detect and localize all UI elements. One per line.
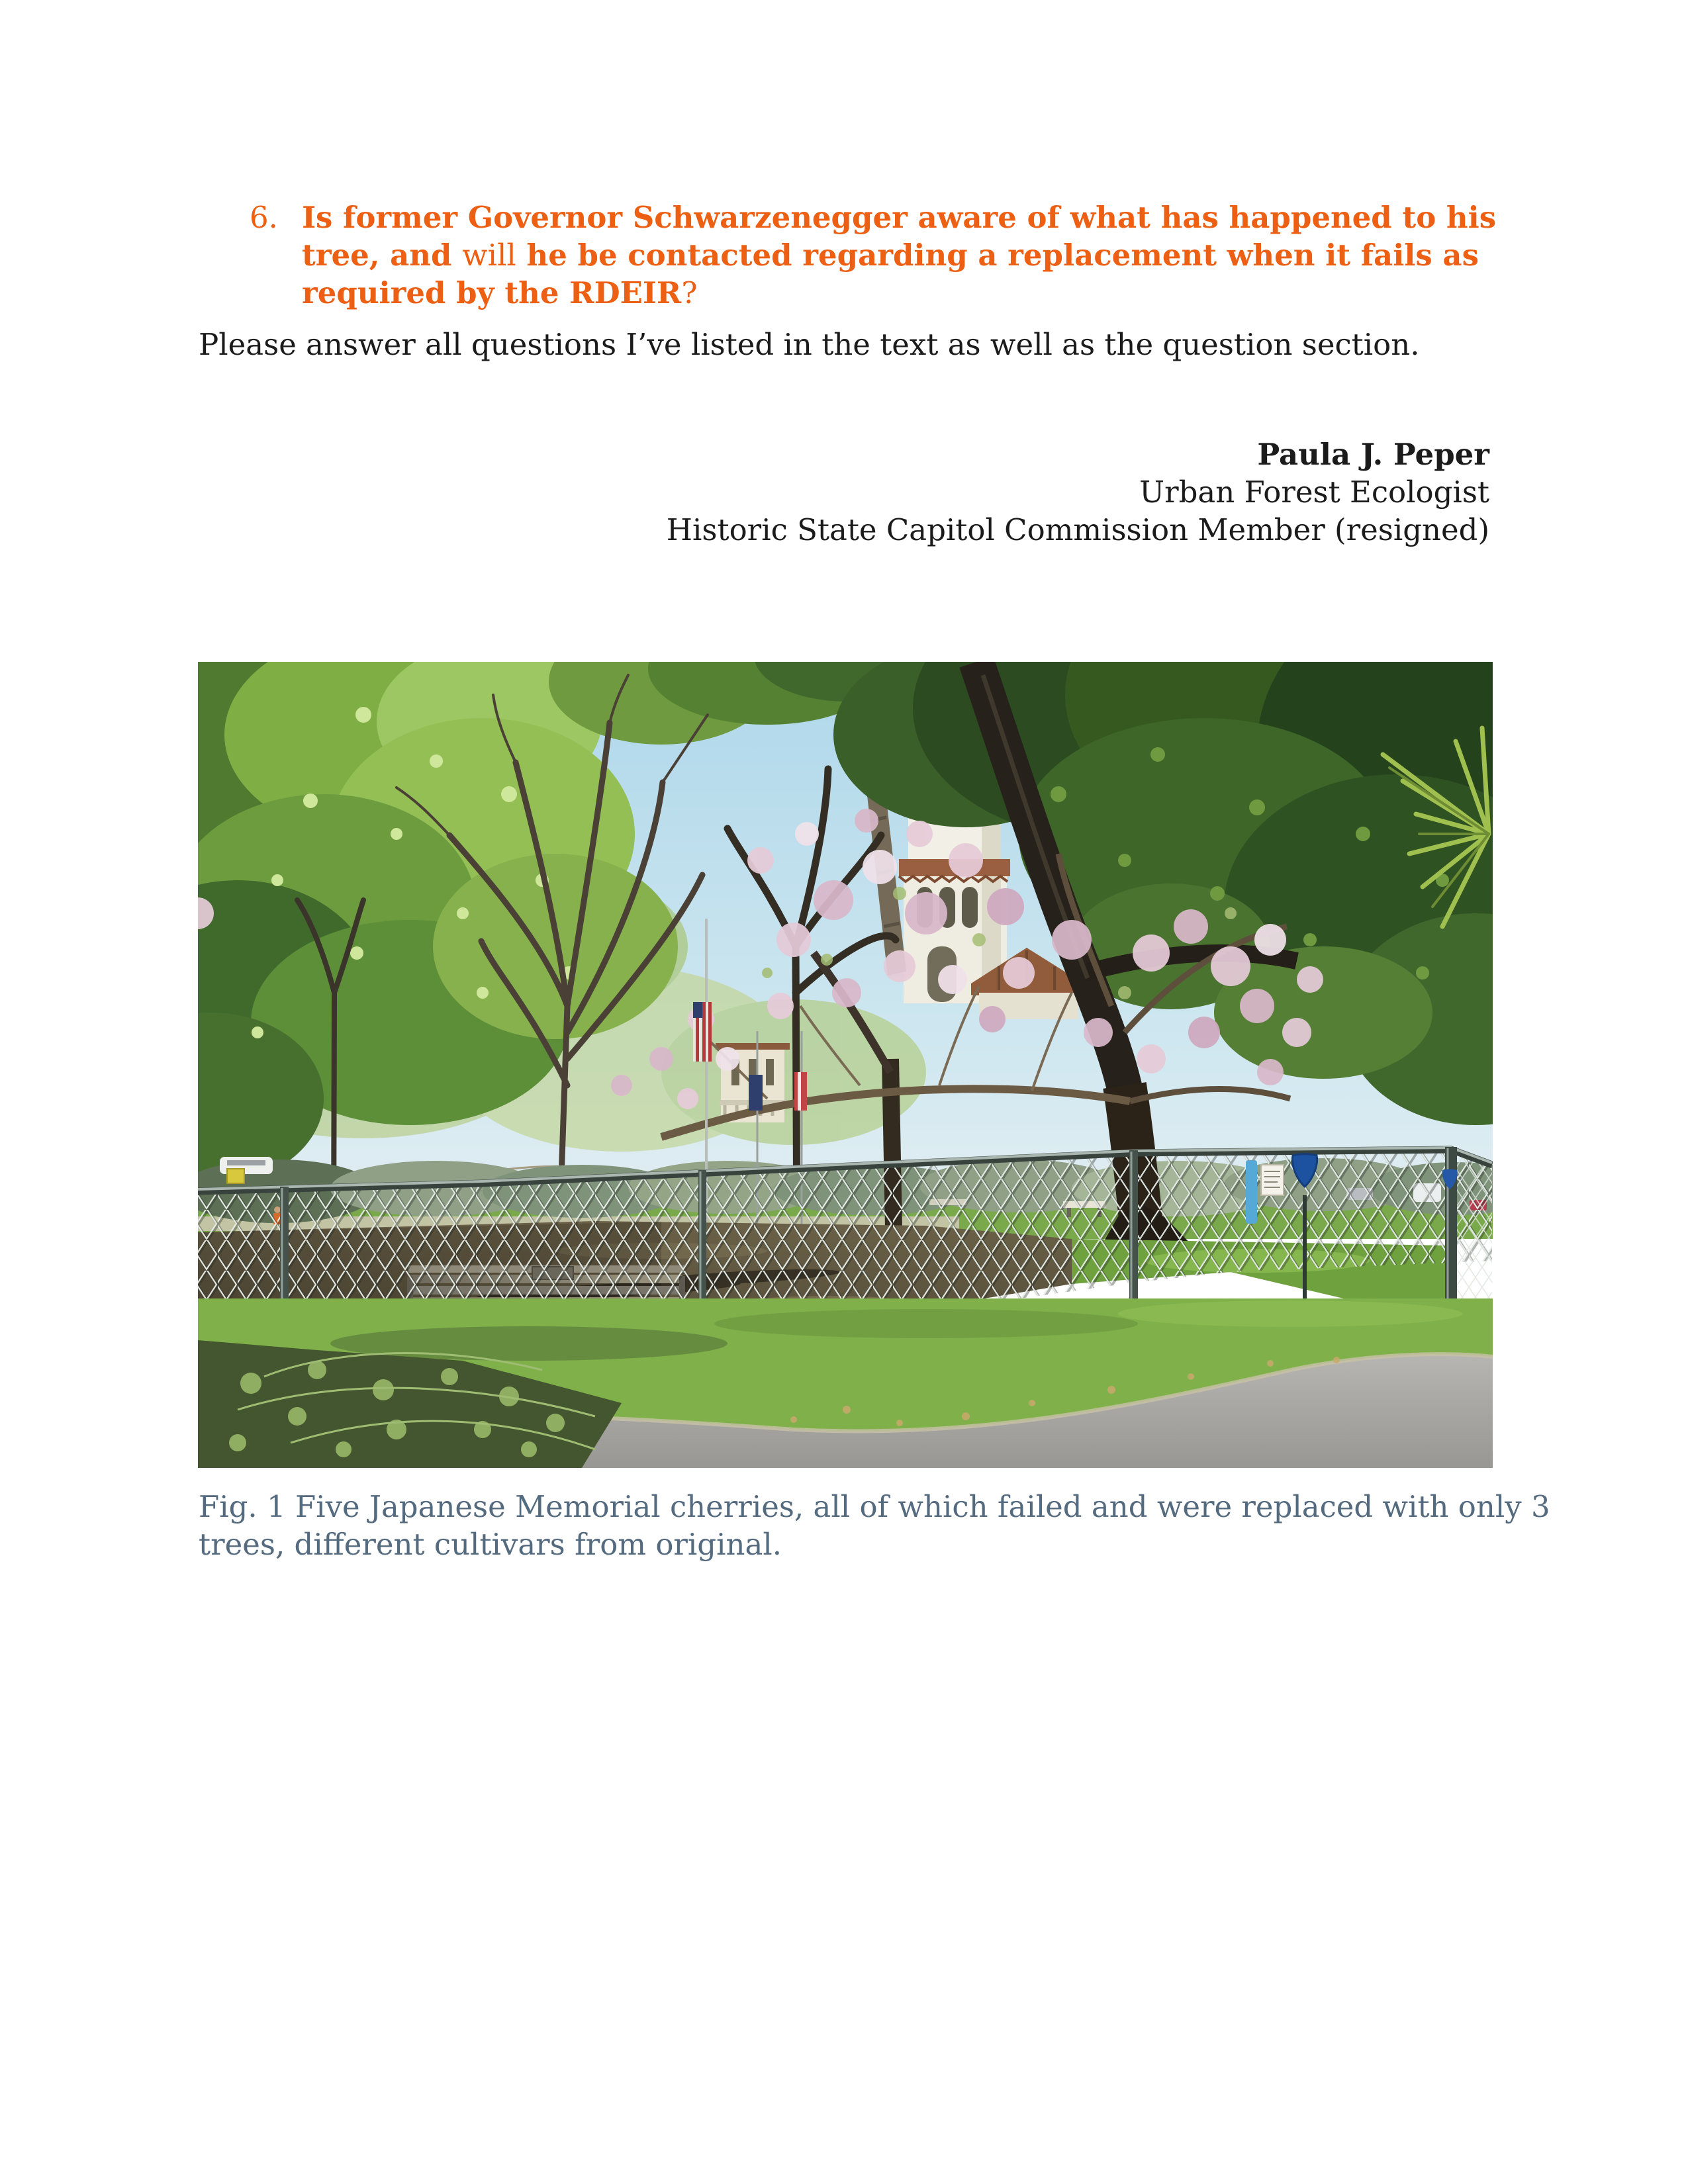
foreground — [198, 1298, 1493, 1468]
cyan-strip — [1246, 1160, 1257, 1224]
signature-affiliation: Historic State Capitol Commission Member (resigned) — [666, 512, 1489, 547]
fence-notice-sign — [1261, 1165, 1284, 1195]
signature-title: Urban Forest Ecologist — [1139, 475, 1489, 510]
question-heading — [302, 199, 1496, 312]
memorial-cherries-photo — [198, 662, 1493, 1468]
caption-line-2: trees, different cultivars from original. — [199, 1527, 782, 1562]
question-number: 6. — [250, 200, 278, 235]
us-flag — [693, 1002, 712, 1062]
question-line-1: Is former Governor Schwarzenegger aware of what has happened to his — [302, 200, 1497, 235]
note-paragraph: Please answer all questions I’ve listed in the text as well as the question section. — [199, 327, 1420, 362]
question-line-3: required by the RDEIR? — [302, 275, 698, 310]
question-line-2: tree, and will he be contacted regarding a replacement when it fails as — [302, 238, 1479, 273]
signature-block — [199, 435, 1489, 549]
caption-line-1: Fig. 1 Five Japanese Memorial cherries, all of which failed and were replaced with only 3 — [199, 1489, 1550, 1524]
signature-name: Paula J. Peper — [1257, 437, 1489, 472]
figure-caption — [199, 1488, 1550, 1563]
